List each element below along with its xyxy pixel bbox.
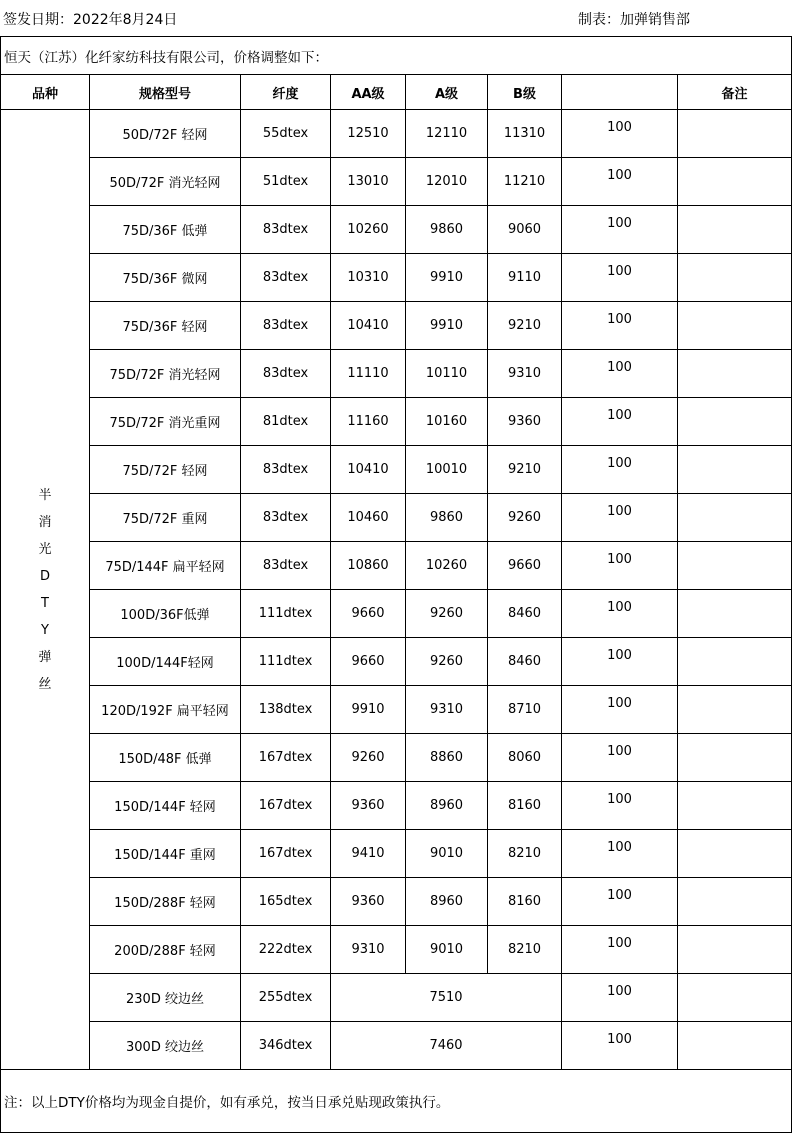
- spec-cell: 100D/144F轻网: [90, 638, 241, 686]
- remarks-cell: [678, 974, 792, 1022]
- a-price-cell: 9910: [406, 254, 488, 302]
- table-row: [1, 878, 792, 926]
- a-price-cell: 10260: [406, 542, 488, 590]
- denier-cell: 83dtex: [241, 302, 331, 350]
- extra-value-cell: 100: [562, 254, 678, 302]
- spec-cell: 50D/72F 消光轻网: [90, 158, 241, 206]
- spec-cell: 75D/72F 消光轻网: [90, 350, 241, 398]
- b-price-cell: 9360: [488, 398, 562, 446]
- denier-cell: 81dtex: [241, 398, 331, 446]
- extra-value-cell: 100: [562, 734, 678, 782]
- issue-date: 签发日期：2022年8月24日: [3, 12, 178, 28]
- table-row: [1, 734, 792, 782]
- denier-cell: 222dtex: [241, 926, 331, 974]
- aa-price-cell: 10410: [331, 446, 406, 494]
- denier-cell: 55dtex: [241, 110, 331, 158]
- denier-cell: 167dtex: [241, 830, 331, 878]
- col-header-remarks: 备注: [678, 75, 792, 110]
- remarks-cell: [678, 1022, 792, 1070]
- col-header-blank: [562, 75, 678, 110]
- aa-price-cell: 11110: [331, 350, 406, 398]
- b-price-cell: 8210: [488, 830, 562, 878]
- category-char: 光: [38, 541, 52, 557]
- spec-cell: 150D/144F 轻网: [90, 782, 241, 830]
- denier-cell: 111dtex: [241, 590, 331, 638]
- table-row: [1, 350, 792, 398]
- table-row: [1, 302, 792, 350]
- extra-value-cell: 100: [562, 350, 678, 398]
- remarks-cell: [678, 782, 792, 830]
- col-header-aa-grade: AA级: [331, 75, 406, 110]
- category-char: 弹: [38, 649, 52, 665]
- a-price-cell: 10160: [406, 398, 488, 446]
- denier-cell: 83dtex: [241, 542, 331, 590]
- aa-price-cell: 10860: [331, 542, 406, 590]
- b-price-cell: 11310: [488, 110, 562, 158]
- footer-note: 注：以上DTY价格均为现金自提价，如有承兑，按当日承兑贴现政策执行。: [1, 1070, 792, 1133]
- remarks-cell: [678, 446, 792, 494]
- remarks-cell: [678, 830, 792, 878]
- extra-value-cell: 100: [562, 398, 678, 446]
- aa-price-cell: 13010: [331, 158, 406, 206]
- a-price-cell: 8860: [406, 734, 488, 782]
- extra-value-cell: 100: [562, 974, 678, 1022]
- extra-value-cell: 100: [562, 686, 678, 734]
- aa-price-cell: 9660: [331, 638, 406, 686]
- extra-value-cell: 100: [562, 926, 678, 974]
- a-price-cell: 9860: [406, 494, 488, 542]
- spec-cell: 75D/72F 轻网: [90, 446, 241, 494]
- denier-cell: 165dtex: [241, 878, 331, 926]
- b-price-cell: 11210: [488, 158, 562, 206]
- extra-value-cell: 100: [562, 542, 678, 590]
- aa-price-cell: 10310: [331, 254, 406, 302]
- remarks-cell: [678, 398, 792, 446]
- denier-cell: 255dtex: [241, 974, 331, 1022]
- category-char: T: [41, 595, 49, 611]
- extra-value-cell: 100: [562, 158, 678, 206]
- aa-price-cell: 10410: [331, 302, 406, 350]
- table-row: [1, 446, 792, 494]
- aa-price-cell: 9660: [331, 590, 406, 638]
- a-price-cell: 9010: [406, 830, 488, 878]
- spec-cell: 300D 绞边丝: [90, 1022, 241, 1070]
- aa-price-cell: 9410: [331, 830, 406, 878]
- spec-cell: 50D/72F 轻网: [90, 110, 241, 158]
- spec-cell: 200D/288F 轻网: [90, 926, 241, 974]
- table-row: [1, 830, 792, 878]
- aa-price-cell: 11160: [331, 398, 406, 446]
- remarks-cell: [678, 110, 792, 158]
- aa-price-cell: 10460: [331, 494, 406, 542]
- a-price-cell: 9010: [406, 926, 488, 974]
- table-row: [1, 494, 792, 542]
- denier-cell: 111dtex: [241, 638, 331, 686]
- table-row: [1, 542, 792, 590]
- col-header-variety: 品种: [1, 75, 90, 110]
- b-price-cell: 9310: [488, 350, 562, 398]
- extra-value-cell: 100: [562, 878, 678, 926]
- spec-cell: 230D 绞边丝: [90, 974, 241, 1022]
- aa-price-cell: 9360: [331, 782, 406, 830]
- remarks-cell: [678, 590, 792, 638]
- price-table: [0, 36, 792, 1133]
- aa-price-cell: 9910: [331, 686, 406, 734]
- extra-value-cell: 100: [562, 206, 678, 254]
- remarks-cell: [678, 158, 792, 206]
- extra-value-cell: 100: [562, 782, 678, 830]
- b-price-cell: 8460: [488, 590, 562, 638]
- remarks-cell: [678, 254, 792, 302]
- table-row: [1, 158, 792, 206]
- spec-cell: 150D/144F 重网: [90, 830, 241, 878]
- a-price-cell: 10110: [406, 350, 488, 398]
- remarks-cell: [678, 494, 792, 542]
- remarks-cell: [678, 638, 792, 686]
- b-price-cell: 8460: [488, 638, 562, 686]
- spec-cell: 75D/72F 重网: [90, 494, 241, 542]
- table-row: [1, 398, 792, 446]
- document-header: [0, 0, 792, 36]
- b-price-cell: 8210: [488, 926, 562, 974]
- b-price-cell: 9060: [488, 206, 562, 254]
- col-header-a-grade: A级: [406, 75, 488, 110]
- merged-price-cell: 7510: [331, 974, 562, 1022]
- remarks-cell: [678, 686, 792, 734]
- col-header-b-grade: B级: [488, 75, 562, 110]
- a-price-cell: 9910: [406, 302, 488, 350]
- b-price-cell: 9110: [488, 254, 562, 302]
- table-row: [1, 686, 792, 734]
- b-price-cell: 9210: [488, 446, 562, 494]
- a-price-cell: 10010: [406, 446, 488, 494]
- extra-value-cell: 100: [562, 446, 678, 494]
- denier-cell: 83dtex: [241, 350, 331, 398]
- b-price-cell: 9210: [488, 302, 562, 350]
- spec-cell: 150D/288F 轻网: [90, 878, 241, 926]
- aa-price-cell: 9260: [331, 734, 406, 782]
- b-price-cell: 9260: [488, 494, 562, 542]
- col-header-denier: 纤度: [241, 75, 331, 110]
- denier-cell: 167dtex: [241, 734, 331, 782]
- aa-price-cell: 12510: [331, 110, 406, 158]
- denier-cell: 83dtex: [241, 446, 331, 494]
- a-price-cell: 12010: [406, 158, 488, 206]
- extra-value-cell: 100: [562, 110, 678, 158]
- table-row: [1, 254, 792, 302]
- table-row: [1, 638, 792, 686]
- prepared-by: 制表：加弹销售部: [578, 12, 690, 28]
- a-price-cell: 9260: [406, 590, 488, 638]
- remarks-cell: [678, 542, 792, 590]
- denier-cell: 83dtex: [241, 206, 331, 254]
- table-row: [1, 782, 792, 830]
- denier-cell: 167dtex: [241, 782, 331, 830]
- extra-value-cell: 100: [562, 302, 678, 350]
- table-row: [1, 590, 792, 638]
- denier-cell: 83dtex: [241, 254, 331, 302]
- a-price-cell: 9260: [406, 638, 488, 686]
- aa-price-cell: 10260: [331, 206, 406, 254]
- spec-cell: 150D/48F 低弹: [90, 734, 241, 782]
- denier-cell: 346dtex: [241, 1022, 331, 1070]
- b-price-cell: 9660: [488, 542, 562, 590]
- extra-value-cell: 100: [562, 590, 678, 638]
- b-price-cell: 8710: [488, 686, 562, 734]
- header-row: [1, 75, 792, 110]
- category-cell: [1, 110, 90, 1070]
- table-row: [1, 1022, 792, 1070]
- remarks-cell: [678, 878, 792, 926]
- spec-cell: 75D/36F 轻网: [90, 302, 241, 350]
- category-char: 半: [38, 487, 52, 503]
- spec-cell: 75D/144F 扁平轻网: [90, 542, 241, 590]
- b-price-cell: 8060: [488, 734, 562, 782]
- spec-cell: 75D/72F 消光重网: [90, 398, 241, 446]
- table-row: [1, 206, 792, 254]
- extra-value-cell: 100: [562, 494, 678, 542]
- aa-price-cell: 9310: [331, 926, 406, 974]
- b-price-cell: 8160: [488, 782, 562, 830]
- spec-cell: 120D/192F 扁平轻网: [90, 686, 241, 734]
- a-price-cell: 8960: [406, 782, 488, 830]
- table-row: [1, 974, 792, 1022]
- remarks-cell: [678, 734, 792, 782]
- a-price-cell: 8960: [406, 878, 488, 926]
- spec-cell: 100D/36F低弹: [90, 590, 241, 638]
- remarks-cell: [678, 302, 792, 350]
- remarks-cell: [678, 206, 792, 254]
- denier-cell: 51dtex: [241, 158, 331, 206]
- category-char: D: [39, 568, 50, 584]
- category-char: Y: [41, 622, 49, 638]
- notice-row: [1, 37, 792, 75]
- extra-value-cell: 100: [562, 830, 678, 878]
- merged-price-cell: 7460: [331, 1022, 562, 1070]
- aa-price-cell: 9360: [331, 878, 406, 926]
- spec-cell: 75D/36F 微网: [90, 254, 241, 302]
- category-char: 消: [38, 514, 52, 530]
- denier-cell: 138dtex: [241, 686, 331, 734]
- a-price-cell: 12110: [406, 110, 488, 158]
- footer-row: [1, 1070, 792, 1133]
- spec-cell: 75D/36F 低弹: [90, 206, 241, 254]
- category-char: 丝: [38, 676, 52, 692]
- col-header-spec: 规格型号: [90, 75, 241, 110]
- table-row: [1, 110, 792, 158]
- remarks-cell: [678, 350, 792, 398]
- denier-cell: 83dtex: [241, 494, 331, 542]
- a-price-cell: 9860: [406, 206, 488, 254]
- notice-text: 恒天（江苏）化纤家纺科技有限公司，价格调整如下：: [1, 37, 792, 75]
- a-price-cell: 9310: [406, 686, 488, 734]
- extra-value-cell: 100: [562, 638, 678, 686]
- extra-value-cell: 100: [562, 1022, 678, 1070]
- b-price-cell: 8160: [488, 878, 562, 926]
